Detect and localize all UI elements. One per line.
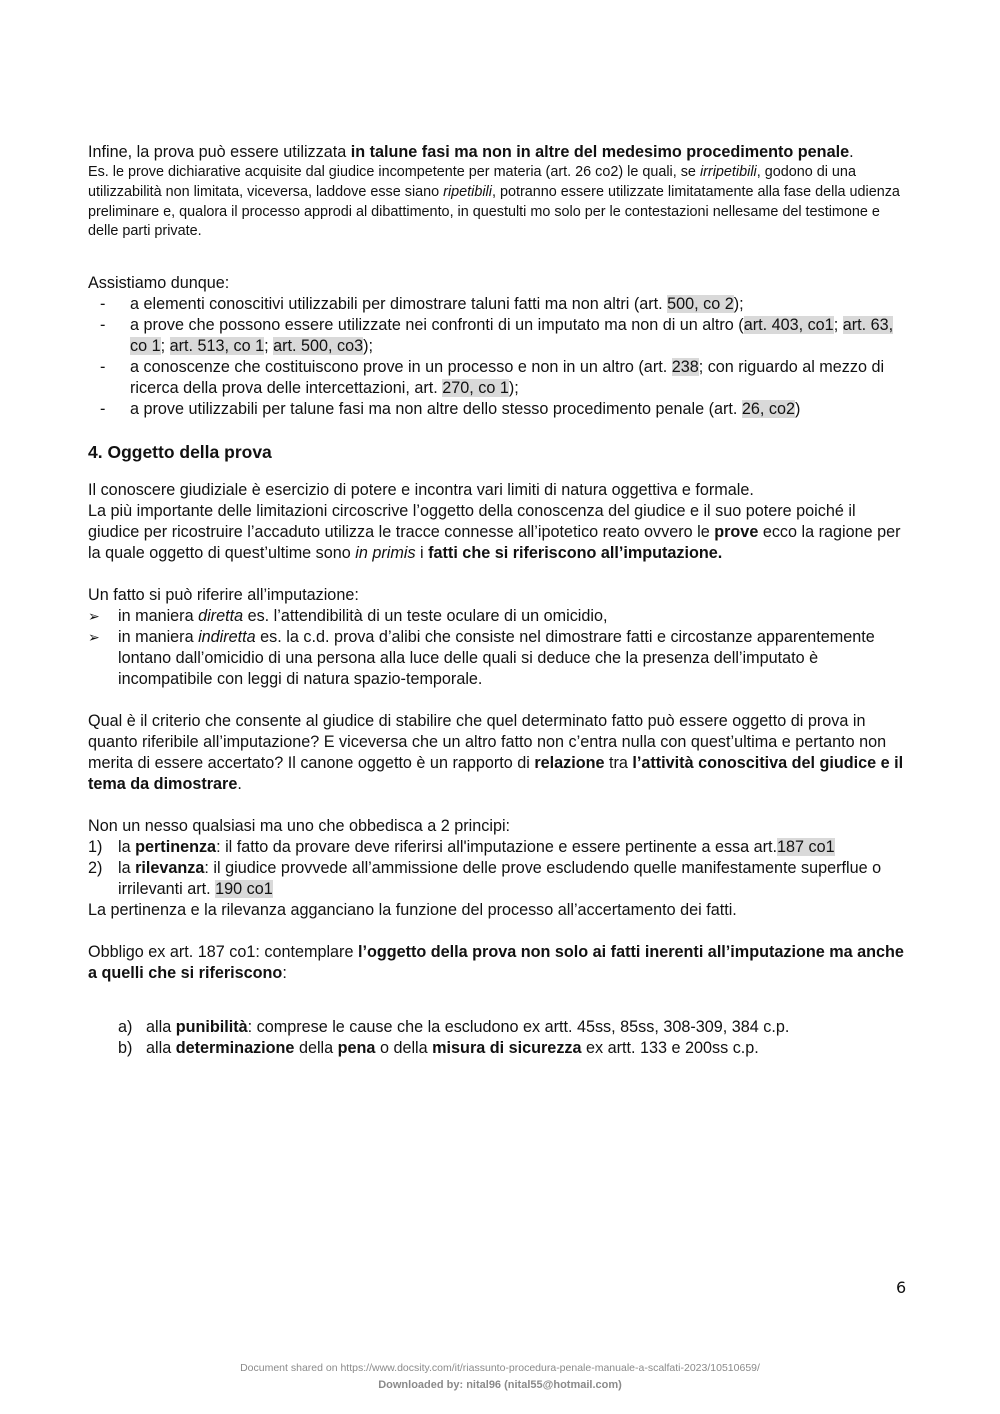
text: ; [833, 316, 843, 335]
text: la [118, 859, 136, 878]
text: es. l’attendibilità di un teste oculare di un omicidio, [243, 607, 608, 626]
italic-text: ripetibili [443, 183, 492, 200]
text: Obbligo ex art. 187 co1: contemplare [88, 943, 358, 962]
highlighted-reference: art. 500, co3 [273, 337, 364, 356]
bold-text: misura di sicurezza [432, 1039, 582, 1058]
arrow-bullet-icon: ➢ [88, 629, 100, 646]
highlighted-reference: 238 [671, 358, 699, 377]
obbligo-list [118, 1017, 910, 1059]
document-page [88, 142, 910, 1059]
section-paragraph: Il conoscere giudiziale è esercizio di potere e incontra vari limiti di natura oggettiva e formale. [88, 481, 754, 500]
list-letter: a) [118, 1018, 133, 1037]
highlighted-reference: 187 co1 [777, 838, 835, 857]
assistiamo-lead: Assistiamo dunque: [88, 274, 230, 293]
text: a prove utilizzabili per talune fasi ma non altre dello stesso procedimento penale (art. [130, 400, 742, 419]
bold-text: in talune fasi ma non in altre del medesimo procedimento penale [350, 143, 850, 161]
fatto-lead: Un fatto si può riferire all’imputazione: [88, 586, 359, 605]
text: a elementi conoscitivi utilizzabili per dimostrare taluni fatti ma non altri (art. [130, 295, 668, 314]
text: : [282, 964, 287, 983]
fatto-list [88, 606, 910, 690]
text: : il giudice provvede all’ammissione delle prove escludendo quelle manifestamente superflue o irrilevanti art. [118, 859, 882, 899]
highlighted-reference: art. 63, co 1 [130, 316, 894, 356]
list-item [88, 399, 910, 420]
bold-text: l’oggetto della prova non solo ai fatti inerenti all’imputazione ma anche a quelli che si riferiscono [88, 943, 904, 983]
text: La più importante delle limitazioni circoscrive l’oggetto della conoscenza del giudice e il suo potere poiché il giudice per ricostruire l’accaduto utilizza le tracce connesse all’ipotetico reato ovvero le [88, 502, 856, 542]
text: . [849, 143, 854, 161]
list-item [88, 606, 910, 627]
principi-list [88, 837, 910, 900]
text: Es. le prove dichiarative acquisite dal giudice incompetente per materia (art. 26 co2) le quali, se [88, 164, 700, 180]
text: ; [160, 337, 170, 356]
text: , godono di una utilizzabilità non limitata, viceversa, laddove esse siano [88, 164, 856, 200]
list-number: 1) [88, 838, 103, 857]
text: ecco la ragione per la quale oggetto di quest’ultime sono [88, 523, 901, 563]
highlighted-reference: art. 513, co 1 [169, 337, 265, 356]
dash-marker: - [100, 400, 106, 419]
bold-text: relazione [534, 754, 605, 773]
italic-text: in primis [355, 544, 416, 563]
bold-text: fatti che si riferiscono all’imputazione. [428, 544, 723, 563]
list-item [88, 837, 910, 858]
text: , potranno essere utilizzate limitatamente alla fase della udienza preliminare e, qualora il processo approdi al dibattimento, in questulti mo solo per le contestazioni nellesame del testimone e delle parti private. [88, 183, 900, 240]
text: della [294, 1039, 338, 1058]
text: ; con riguardo al mezzo di ricerca della prova delle intercettazioni, art. [130, 358, 885, 398]
text: a prove che possono essere utilizzate nei confronti di un imputato ma non di un altro ( [130, 316, 744, 335]
text: i [415, 544, 429, 563]
footer-downloaded-by: Downloaded by: nital96 (nital55@hotmail.com) [378, 1379, 622, 1391]
text: : il fatto da provare deve riferirsi all'imputazione e essere pertinente a essa art. [216, 838, 778, 857]
list-item [88, 858, 910, 900]
text: ); [363, 337, 373, 356]
bold-text: prove [714, 523, 759, 542]
footer-shared-link[interactable]: Document shared on https://www.docsity.com/it/riassunto-procedura-penale-manuale-a-scalfati-2023/10510659/ [240, 1362, 760, 1374]
italic-text: irripetibili [699, 164, 757, 180]
bold-text: determinazione [175, 1039, 295, 1058]
text: ) [794, 400, 801, 419]
text: Qual è il criterio che consente al giudice di stabilire che quel determinato fatto può essere oggetto di prova in quanto riferibile all’imputazione? E viceversa che un altro fatto non c’entra nulla con quest’ultima e pertanto non merita di essere accertato? Il canone oggetto è un rapporto di [88, 712, 887, 773]
text: o della [375, 1039, 433, 1058]
list-item [118, 1038, 910, 1059]
obbligo-paragraph [88, 942, 910, 984]
dash-marker: - [100, 295, 106, 314]
dash-marker: - [100, 358, 106, 377]
principi-lead: Non un nesso qualsiasi ma uno che obbedisca a 2 principi: [88, 817, 511, 836]
text: in maniera [118, 628, 199, 647]
dash-marker: - [100, 316, 106, 335]
text: Infine, la prova può essere utilizzata [88, 143, 351, 161]
highlighted-reference: 500, co 2 [667, 295, 734, 314]
text: alla [146, 1018, 176, 1037]
italic-text: diretta [198, 607, 244, 626]
arrow-bullet-icon: ➢ [88, 608, 100, 625]
list-item [88, 627, 910, 690]
text: ; [264, 337, 274, 356]
section-heading: 4. Oggetto della prova [88, 442, 272, 463]
text: in maniera [118, 607, 199, 626]
page-number: 6 [896, 1278, 907, 1297]
list-item [118, 1017, 910, 1038]
text: alla [146, 1039, 176, 1058]
bold-text: pertinenza [135, 838, 217, 857]
highlighted-reference: 270, co 1 [442, 379, 509, 398]
list-item [88, 294, 910, 315]
example-paragraph [88, 163, 910, 242]
list-number: 2) [88, 859, 103, 878]
bold-text: l’attività conoscitiva del giudice e il tema da dimostrare [88, 754, 904, 794]
highlighted-reference: 26, co2 [741, 400, 795, 419]
bold-text: pena [337, 1039, 376, 1058]
text: tra [604, 754, 633, 773]
text: la [118, 838, 136, 857]
text: es. la c.d. prova d’alibi che consiste nel dimostrare fatti e circostanze apparentemente lontano dall’omicidio di una persona alla luce delle quali si deduce che la presenza dell’imputato è incompatibile con leggi di natura spazio-temporale. [118, 628, 875, 689]
italic-text: indiretta [198, 628, 256, 647]
section-paragraph [88, 501, 910, 564]
highlighted-reference: art. 403, co1 [743, 316, 834, 335]
text: . [237, 775, 242, 794]
list-letter: b) [118, 1039, 133, 1058]
assistiamo-list [88, 294, 910, 420]
bold-text: rilevanza [135, 859, 205, 878]
criterio-paragraph [88, 711, 910, 795]
principi-closing: La pertinenza e la rilevanza agganciano la funzione del processo all’accertamento dei fatti. [88, 901, 737, 920]
bold-text: punibilità [175, 1018, 248, 1037]
list-item [88, 357, 910, 399]
text: : comprese le cause che la escludono ex artt. 45ss, 85ss, 308-309, 384 c.p. [247, 1018, 790, 1037]
intro-paragraph [88, 142, 910, 163]
list-item [88, 315, 910, 357]
text: a conoscenze che costituiscono prove in un processo e non in un altro (art. [130, 358, 672, 377]
highlighted-reference: 190 co1 [215, 880, 273, 899]
text: ); [508, 379, 519, 398]
text: ); [733, 295, 744, 314]
text: ex artt. 133 e 200ss c.p. [581, 1039, 759, 1058]
